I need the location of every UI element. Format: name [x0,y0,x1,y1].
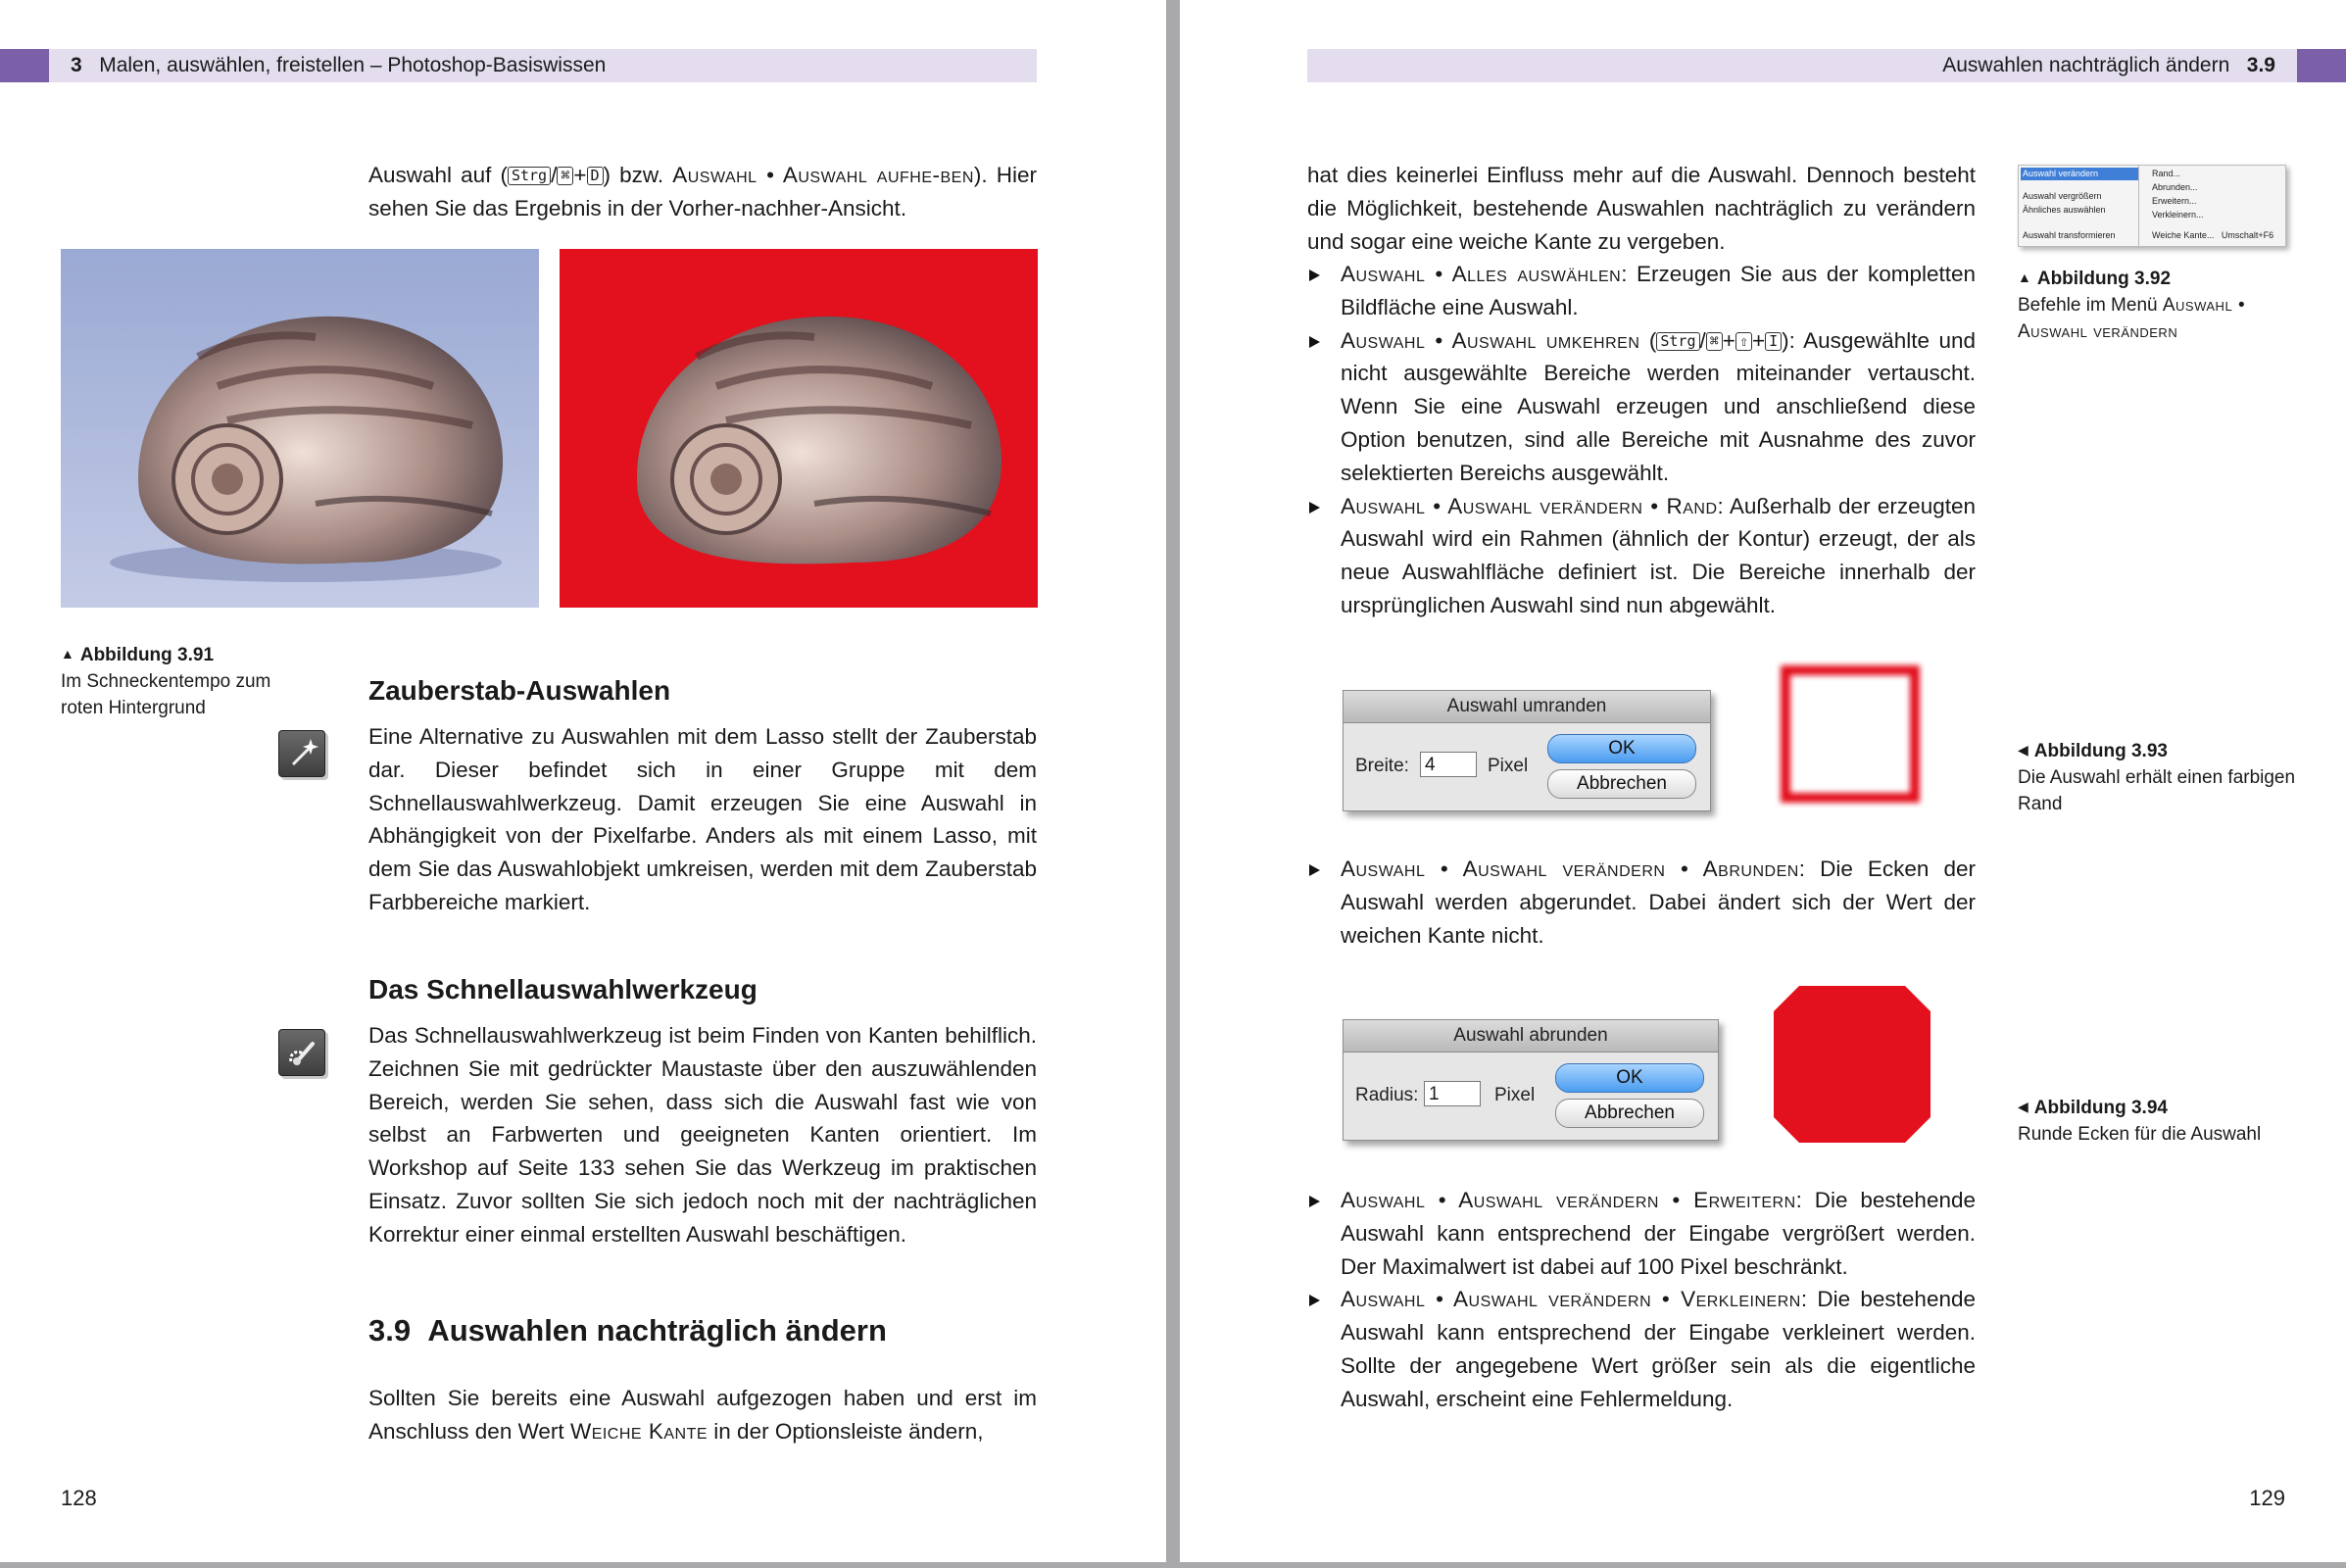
menu-path: Auswahl • Alles auswählen [1341,262,1622,286]
list-item [1307,258,1976,324]
quick-selection-icon [278,1029,325,1076]
list-item [1307,853,1976,952]
unit-label: Pixel [1494,1085,1536,1105]
menu-path: Auswahl • Auswahl verändern • Abrunden [1341,857,1799,881]
dialog-auswahl-umranden [1343,690,1711,811]
menu-path: Auswahl • Auswahl verändern • Erweitern [1341,1188,1796,1212]
triangle-up-icon: ▲ [2018,270,2031,285]
cancel-button[interactable]: Abbrechen [1555,1099,1704,1128]
text: : Die Ecken der Auswahl werden abgerundet. Dabei ändert sich der Wert der weichen Kante nicht. [1341,857,1976,948]
shell-photo-before [61,249,539,608]
section-number: 3.9 [368,1313,412,1348]
list-item [1307,1184,1976,1283]
figure-label: Abbildung 3.94 [2033,1098,2168,1118]
key-shift: ⇧ [1735,332,1752,351]
list-item [1307,1283,1976,1415]
text: ( [1639,327,1657,353]
ok-button[interactable]: OK [1555,1063,1704,1093]
text: / [1699,327,1706,353]
divider [2138,166,2139,246]
text: : Außerhalb der erzeugten Auswahl wird ein Rahmen (ähnlich der Kontur) erzeugt, der als neue Auswahlfläche definiert ist. Die Bereiche innerhalb der ursprünglichen Auswahl sind nun abgewählt. [1341,493,1976,617]
figure-caption-3-92 [2018,265,2302,345]
radius-input[interactable]: 1 [1424,1081,1481,1106]
menu-path: Auswahl • Auswahl verändern • Rand [1341,493,1718,518]
triangle-left-icon: ◀ [2018,742,2028,758]
section-title: Auswahlen nachträglich ändern [427,1313,887,1348]
text: : Die bestehende Auswahl kann entsprechend der Eingabe verkleinert werden. Sollte der angegebene Wert größer sein als die eigentliche Auswahl, erscheint eine Fehlermeldung. [1341,1287,1976,1411]
key-strg: Strg [1656,332,1699,351]
menu-item[interactable]: Auswahl verändern [2023,169,2099,178]
submenu-item[interactable]: Abrunden... [2152,182,2198,192]
magic-wand-paragraph: Eine Alternative zu Auswahlen mit dem Lasso stellt der Zauberstab dar. Dieser befindet sich in einer Gruppe mit dem Schnellauswahlwerkzeug. Damit erzeugen Sie eine Auswahl in Abhängigkeit von der Pixelfarbe. Anders als mit einem Lasso, mit dem Sie das Auswahlobjekt umkreisen, werden mit dem Zauberstab Farbbereiche markiert. [368,724,1037,914]
text: Auswahl auf ( [368,163,508,187]
menu-path: Auswahl • Auswahl umkehren [1341,327,1640,353]
text: ): Ausgewählte und nicht ausgewählte Bereiche werden miteinander vertauscht. Wenn Sie eine Auswahl erzeugen und anschließend diese Option benutzen, sind alle Bereiche mit Ausnahme des zuvor selektierten Bereichs ausgewählt. [1341,327,1976,485]
right-intro-paragraph: hat dies keinerlei Einfluss mehr auf die Auswahl. Dennoch besteht die Möglichkeit, bestehende Auswahlen nachträglich zu verändern und sogar eine weiche Kante zu vergeben. [1307,163,1976,254]
heading-magic-wand: Zauberstab-Auswahlen [368,675,671,706]
intro-paragraph [368,159,1037,225]
text: + [573,163,587,187]
heading-quick-selection: Das Schnellauswahlwerkzeug [368,974,758,1004]
shell-photo-after [560,249,1038,608]
figure-text: Im Schneckentempo zum roten Hintergrund [61,671,271,718]
border-selection-preview [1768,655,1934,811]
page-number: 128 [61,1486,97,1510]
dialog-title: Auswahl abrunden [1344,1020,1718,1053]
key-strg: Strg [508,167,551,185]
key-cmd: ⌘ [557,167,573,185]
chapter-number: 3 [71,54,82,76]
text: ). Hier sehen Sie das Ergebnis in der Vorher-nachher-Ansicht. [368,163,1037,220]
triangle-up-icon: ▲ [61,646,74,662]
key-cmd: ⌘ [1706,332,1723,351]
figure-label: Abbildung 3.93 [2033,741,2168,761]
running-header [71,53,606,78]
chapter-tab [0,49,49,82]
key-i: I [1765,332,1782,351]
section-heading [368,1312,887,1349]
figure-caption-3-94 [2018,1094,2302,1148]
text: + [1722,327,1735,353]
text: in der Optionsleiste ändern, [713,1418,984,1444]
figure-caption-3-93 [2018,737,2302,817]
left-page [0,0,1166,1562]
magic-wand-icon [278,730,325,777]
unit-label: Pixel [1488,756,1529,776]
menu-term: Weiche Kante [569,1418,709,1444]
width-input[interactable]: 4 [1420,752,1477,777]
page-number: 129 [2249,1486,2285,1510]
right-page [1180,0,2346,1562]
ok-button[interactable]: OK [1547,734,1696,763]
text: + [1751,327,1766,353]
text: : Die bestehende Auswahl kann entsprechend der Eingabe vergrößert werden. Der Maximalwert ist dabei auf 100 Pixel beschränkt. [1341,1188,1976,1279]
list-item [1307,324,1976,490]
figure-label: Abbildung 3.92 [2036,269,2172,289]
cancel-button[interactable]: Abbrechen [1547,769,1696,799]
section-title: Auswahlen nachträglich ändern [1942,54,2230,76]
submenu-item[interactable]: Weiche Kante... Umschalt+F6 [2152,230,2274,240]
running-header [1942,53,2275,78]
radius-label: Radius: [1355,1085,1419,1105]
bullet-list-1 [1307,258,1976,622]
menu-screenshot [2018,165,2286,247]
chapter-tab [2297,49,2346,82]
menu-path: Auswahl • Auswahl aufhe-ben [672,163,974,187]
figure-text: Die Auswahl erhält einen farbigen Rand [2018,767,2296,814]
text: ) bzw. [603,163,664,187]
submenu-item[interactable]: Verkleinern... [2152,210,2204,220]
submenu-item[interactable]: Erweitern... [2152,196,2197,206]
submenu-item[interactable]: Rand... [2152,169,2181,178]
key-d: D [587,167,604,185]
figure-caption-3-91 [61,641,306,721]
figure-text: Runde Ecken für die Auswahl [2018,1124,2262,1145]
dialog-title: Auswahl umranden [1344,691,1710,723]
menu-path: Auswahl • Auswahl verändern • Verkleinern [1341,1287,1801,1312]
quick-selection-paragraph: Das Schnellauswahlwerkzeug ist beim Finden von Kanten behilflich. Zeichnen Sie mit gedrückter Maustaste über den auszuwählenden Bereich, werden Sie sehen, dass sich die Auswahl fast wie von selbst an Farbwerten und geeigneten Kanten orientiert. Im Workshop auf Seite 133 sehen Sie das Werkzeug im praktischen Einsatz. Zuvor sollten Sie sich jedoch noch mit der nachträglichen Korrektur einer einmal erstellten Auswahl beschäftigen. [368,1023,1037,1247]
figure-text: Befehle im Menü [2018,295,2158,316]
width-label: Breite: [1355,756,1409,776]
text: / [551,163,558,187]
menu-item[interactable]: Ähnliches auswählen [2023,205,2106,215]
rounded-selection-preview [1772,984,1932,1145]
text: Sollten Sie bereits eine Auswahl aufgezogen haben und erst im Anschluss den Wert [368,1386,1037,1444]
bullet-list-2 [1307,853,1976,952]
bullet-list-3 [1307,1184,1976,1416]
figure-label: Abbildung 3.91 [79,645,215,665]
section-number: 3.9 [2246,54,2275,76]
triangle-left-icon: ◀ [2018,1099,2028,1114]
menu-item[interactable]: Auswahl transformieren [2023,230,2116,240]
chapter-title: Malen, auswählen, freistellen – Photoshop-Basiswissen [99,54,607,76]
dialog-auswahl-abrunden [1343,1019,1719,1141]
menu-item[interactable]: Auswahl vergrößern [2023,191,2102,201]
text: : Erzeugen Sie aus der kompletten Bildfläche eine Auswahl. [1341,262,1977,319]
menu-path: Auswahl • Auswahl verändern [2018,295,2246,342]
list-item [1307,490,1976,622]
section-paragraph [368,1382,1037,1448]
